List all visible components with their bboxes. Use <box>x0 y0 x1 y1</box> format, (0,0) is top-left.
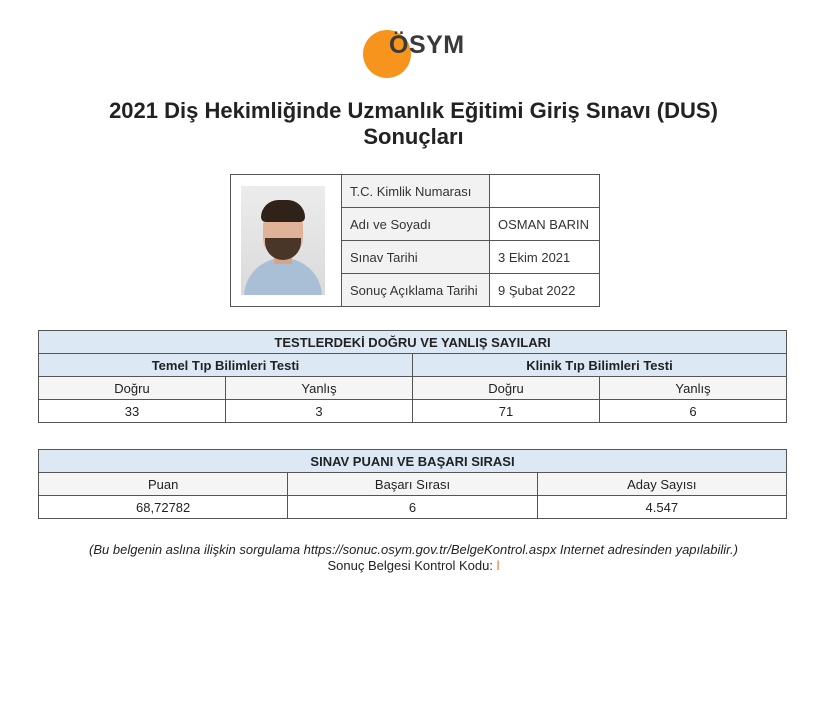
control-code <box>0 558 827 573</box>
photo-cell <box>231 175 342 307</box>
clinical-wrong-label: Yanlış <box>600 377 787 400</box>
control-code-label: Sonuç Belgesi Kontrol Kodu: <box>327 558 493 573</box>
page-title-line-2: Sonuçları <box>363 124 464 149</box>
basic-correct-value: 33 <box>39 400 226 423</box>
tc-value <box>490 175 600 208</box>
page-title-line-1: 2021 Diş Hekimliğinde Uzmanlık Eğitimi Giriş Sınavı (DUS) <box>109 98 718 123</box>
page-title <box>0 98 827 150</box>
basic-correct-label: Doğru <box>39 377 226 400</box>
result-date-label: Sonuç Açıklama Tarihi <box>342 274 490 307</box>
basic-sciences-test-header: Temel Tıp Bilimleri Testi <box>39 354 413 377</box>
candidate-count-value: 4.547 <box>537 496 786 519</box>
control-code-value: l <box>496 558 500 573</box>
tests-header: TESTLERDEKİ DOĞRU VE YANLIŞ SAYILARI <box>39 331 787 354</box>
result-date-value: 9 Şubat 2022 <box>490 274 600 307</box>
clinical-correct-label: Doğru <box>413 377 600 400</box>
candidate-row <box>231 175 600 208</box>
basic-wrong-label: Yanlış <box>226 377 413 400</box>
candidate-info-table <box>230 174 600 307</box>
rank-value: 6 <box>288 496 537 519</box>
exam-date-label: Sınav Tarihi <box>342 241 490 274</box>
logo-text: ÖSYM <box>389 31 465 59</box>
score-header: SINAV PUANI VE BAŞARI SIRASI <box>39 450 787 473</box>
clinical-sciences-test-header: Klinik Tıp Bilimleri Testi <box>413 354 787 377</box>
candidate-count-column-label: Aday Sayısı <box>537 473 786 496</box>
candidate-photo <box>241 186 325 295</box>
rank-column-label: Başarı Sırası <box>288 473 537 496</box>
basic-wrong-value: 3 <box>226 400 413 423</box>
exam-date-value: 3 Ekim 2021 <box>490 241 600 274</box>
clinical-wrong-value: 6 <box>600 400 787 423</box>
name-value: OSMAN BARIN <box>490 208 600 241</box>
score-value: 68,72782 <box>39 496 288 519</box>
score-table <box>38 449 787 519</box>
osym-logo <box>363 28 463 78</box>
verification-note: (Bu belgenin aslına ilişkin sorgulama https://sonuc.osym.gov.tr/BelgeKontrol.aspx Internet adresinden yapılabilir.) <box>89 542 738 557</box>
tests-table <box>38 330 787 423</box>
score-column-label: Puan <box>39 473 288 496</box>
tc-label: T.C. Kimlik Numarası <box>342 175 490 208</box>
clinical-correct-value: 71 <box>413 400 600 423</box>
name-label: Adı ve Soyadı <box>342 208 490 241</box>
